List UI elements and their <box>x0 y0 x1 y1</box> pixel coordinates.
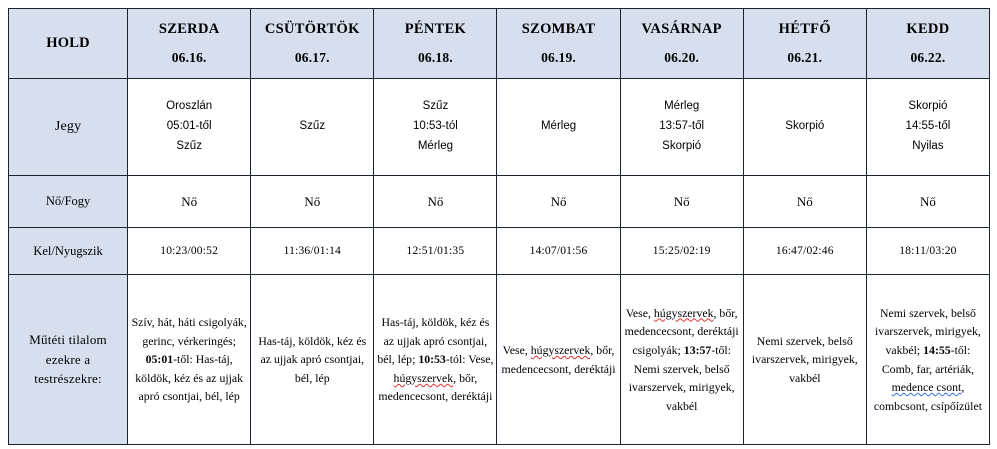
day-name-5: HÉTFŐ <box>778 21 831 38</box>
row-label-phase: Nő/Fogy <box>9 176 128 228</box>
phase-cell-2: Nő <box>374 176 497 228</box>
day-header-6 <box>866 9 989 79</box>
jegy-cell-1: Szűz <box>251 79 374 176</box>
rise-set-cell-6: 18:11/03:20 <box>866 228 989 275</box>
row-label-jegy: Jegy <box>9 79 128 176</box>
jegy-cell-2: Szűz 10:53-tól Mérleg <box>374 79 497 176</box>
row-phase <box>9 176 990 228</box>
day-name-0: SZERDA <box>158 21 220 38</box>
phase-cell-0: Nő <box>128 176 251 228</box>
rise-set-cell-4: 15:25/02:19 <box>620 228 743 275</box>
jegy-cell-3: Mérleg <box>497 79 620 176</box>
day-name-6: KEDD <box>906 21 950 38</box>
row-jegy <box>9 79 990 176</box>
phase-cell-4: Nő <box>620 176 743 228</box>
phase-cell-3: Nő <box>497 176 620 228</box>
jegy-cell-5: Skorpió <box>743 79 866 176</box>
row-label-rise-set: Kel/Nyugszik <box>9 228 128 275</box>
surgery-ban-cell-6: Nemi szervek, belső ivarszervek, mirigyek, vakbél; 14:55-től: Comb, far, artériák, medence csont, combcsont, csípőízület <box>866 275 989 445</box>
day-header-4 <box>620 9 743 79</box>
day-name-1: CSÜTÖRTÖK <box>264 21 360 38</box>
day-name-3: SZOMBAT <box>521 21 596 38</box>
day-date-3: 06.19. <box>541 49 577 65</box>
rise-set-cell-0: 10:23/00:52 <box>128 228 251 275</box>
surgery-ban-cell-3: Vese, húgyszervek, bőr, medencecsont, deréktáji <box>497 275 620 445</box>
rise-set-cell-3: 14:07/01:56 <box>497 228 620 275</box>
phase-cell-1: Nő <box>251 176 374 228</box>
phase-cell-6: Nő <box>866 176 989 228</box>
surgery-ban-cell-2: Has-táj, köldök, kéz és az ujjak apró csontjai, bél, lép; 10:53-tól: Vese, húgyszervek, bőr, medencecsont, deréktáji <box>374 275 497 445</box>
surgery-ban-cell-4: Vese, húgyszervek, bőr, medencecsont, deréktáji csigolyák; 13:57-től: Nemi szervek, belső ivarszervek, mirigyek, vakbél <box>620 275 743 445</box>
jegy-cell-4: Mérleg 13:57-től Skorpió <box>620 79 743 176</box>
day-date-2: 06.18. <box>417 49 453 65</box>
rise-set-cell-2: 12:51/01:35 <box>374 228 497 275</box>
surgery-ban-cell-5: Nemi szervek, belső ivarszervek, mirigyek, vakbél <box>743 275 866 445</box>
rise-set-cell-5: 16:47/02:46 <box>743 228 866 275</box>
row-rise-set <box>9 228 990 275</box>
day-date-4: 06.20. <box>664 49 700 65</box>
jegy-cell-6: Skorpió 14:55-től Nyilas <box>866 79 989 176</box>
day-header-2 <box>374 9 497 79</box>
day-header-0 <box>128 9 251 79</box>
day-header-5 <box>743 9 866 79</box>
day-date-1: 06.17. <box>294 49 330 65</box>
day-header-3 <box>497 9 620 79</box>
table-header-row <box>9 9 990 79</box>
phase-cell-5: Nő <box>743 176 866 228</box>
day-name-2: PÉNTEK <box>404 21 467 38</box>
surgery-ban-cell-0: Szív, hát, háti csigolyák, gerinc, vérkeringés; 05:01-től: Has-táj, köldök, kéz és az ujjak apró csontjai, bél, lép <box>128 275 251 445</box>
day-date-5: 06.21. <box>787 49 823 65</box>
day-date-6: 06.22. <box>910 49 946 65</box>
rise-set-cell-1: 11:36/01:14 <box>251 228 374 275</box>
jegy-cell-0: Oroszlán 05:01-től Szűz <box>128 79 251 176</box>
corner-header-hold: HOLD <box>9 9 128 79</box>
day-date-0: 06.16. <box>171 49 207 65</box>
row-surgery-ban <box>9 275 990 445</box>
surgery-ban-cell-1: Has-táj, köldök, kéz és az ujjak apró csontjai, bél, lép <box>251 275 374 445</box>
day-header-1 <box>251 9 374 79</box>
moon-calendar-table <box>8 8 990 445</box>
day-name-4: VASÁRNAP <box>641 21 722 38</box>
row-label-surgery-ban: Műtéti tilalom ezekre a testrészekre: <box>9 275 128 445</box>
